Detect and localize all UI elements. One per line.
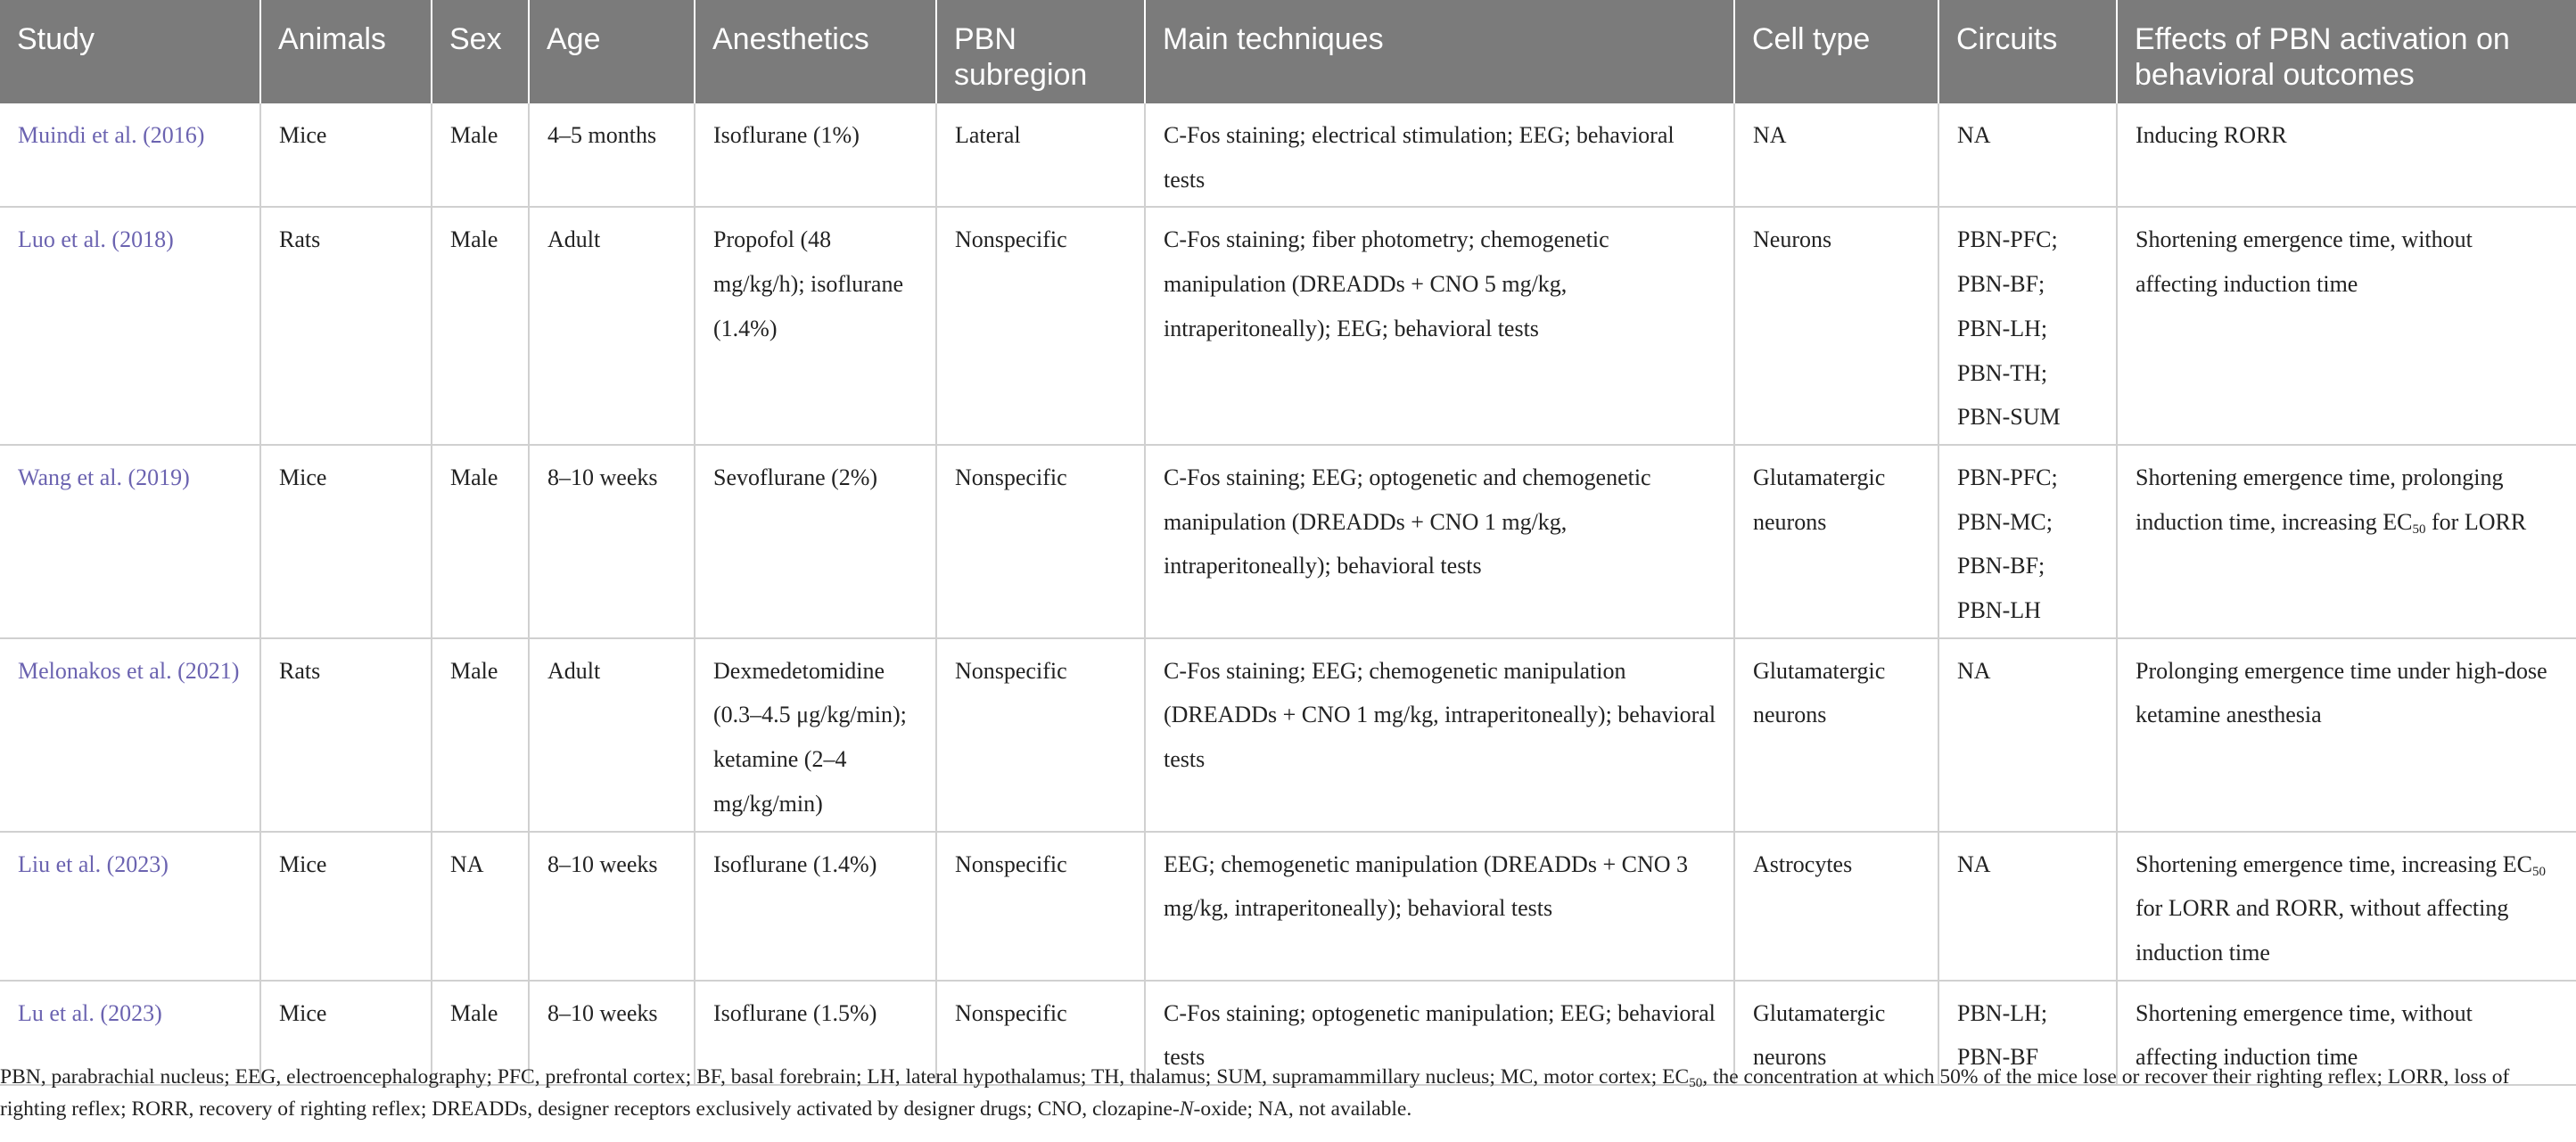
cell-sex: Male — [432, 445, 529, 638]
study-link[interactable]: Melonakos et al. (2021) — [0, 638, 260, 832]
cell-pbn-subregion: Nonspecific — [936, 445, 1145, 638]
cell-cell-type: Glutamatergic neurons — [1734, 638, 1938, 832]
cell-age: Adult — [529, 207, 695, 445]
effects-text: Shortening emergence time, increasing EC — [2136, 850, 2532, 877]
cell-effects — [2117, 445, 2576, 638]
header-anesthetics: Anesthetics — [695, 0, 936, 103]
cell-effects: Prolonging emergence time under high-dose ketamine anesthesia — [2117, 638, 2576, 832]
cell-circuits: NA — [1938, 638, 2117, 832]
cell-cell-type: Astrocytes — [1734, 832, 1938, 981]
cell-pbn-subregion: Lateral — [936, 103, 1145, 207]
cell-main-techniques: C-Fos staining; electrical stimulation; EEG; behavioral tests — [1145, 103, 1734, 207]
cell-sex: Male — [432, 981, 529, 1085]
cell-circuits: NA — [1938, 103, 2117, 207]
cell-animals: Mice — [260, 103, 432, 207]
header-circuits: Circuits — [1938, 0, 2117, 103]
cell-anesthetics: Propofol (48 mg/kg/h); isoflurane (1.4%) — [695, 207, 936, 445]
cell-cell-type: Neurons — [1734, 207, 1938, 445]
study-link[interactable]: Wang et al. (2019) — [0, 445, 260, 638]
cell-anesthetics: Dexmedetomidine (0.3–4.5 μg/kg/min); ketamine (2–4 mg/kg/min) — [695, 638, 936, 832]
cell-sex: Male — [432, 207, 529, 445]
cell-main-techniques: C-Fos staining; fiber photometry; chemogenetic manipulation (DREADDs + CNO 5 mg/kg, intraperitoneally); EEG; behavioral tests — [1145, 207, 1734, 445]
cell-pbn-subregion: Nonspecific — [936, 207, 1145, 445]
footnote-text-middle: , the concentration at which 50% of the mice lose or recover their righting reflex; LORR, loss of righting reflex; RORR, recovery of righting reflex; DREADDs, designer receptors exclusively activated by designer drugs; CNO, clozapine- — [0, 1065, 2510, 1121]
cell-anesthetics: Isoflurane (1.4%) — [695, 832, 936, 981]
table-row — [0, 445, 2576, 638]
footnote-text: PBN, parabrachial nucleus; EEG, electroencephalography; PFC, prefrontal cortex; BF, basal forebrain; LH, lateral hypothalamus; TH, thalamus; SUM, supramammillary nucleus; MC, motor cortex; EC — [0, 1065, 1690, 1089]
cell-anesthetics: Sevoflurane (2%) — [695, 445, 936, 638]
cell-effects: Inducing RORR — [2117, 103, 2576, 207]
cell-circuits: PBN-PFC; PBN-BF; PBN-LH; PBN-TH; PBN-SUM — [1938, 207, 2117, 445]
header-cell-type: Cell type — [1734, 0, 1938, 103]
cell-cell-type: NA — [1734, 103, 1938, 207]
study-link[interactable]: Lu et al. (2023) — [0, 981, 260, 1085]
header-animals: Animals — [260, 0, 432, 103]
footnote-italic-n: N — [1179, 1097, 1194, 1121]
cell-sex: NA — [432, 832, 529, 981]
ec50-subscript: 50 — [2412, 522, 2426, 537]
cell-sex: Male — [432, 103, 529, 207]
header-row — [0, 0, 2576, 103]
cell-age: 8–10 weeks — [529, 981, 695, 1085]
cell-pbn-subregion: Nonspecific — [936, 832, 1145, 981]
header-sex: Sex — [432, 0, 529, 103]
footnote-text-end: -oxide; NA, not available. — [1193, 1097, 1412, 1121]
cell-animals: Mice — [260, 832, 432, 981]
table-row — [0, 832, 2576, 981]
header-age: Age — [529, 0, 695, 103]
cell-anesthetics: Isoflurane (1.5%) — [695, 981, 936, 1085]
effects-text-tail: for LORR and RORR, without affecting induction time — [2136, 895, 2509, 965]
cell-pbn-subregion: Nonspecific — [936, 638, 1145, 832]
cell-circuits: NA — [1938, 832, 2117, 981]
table-footnote — [0, 1061, 2568, 1125]
header-effects: Effects of PBN activation on behavioral outcomes — [2117, 0, 2576, 103]
header-study: Study — [0, 0, 260, 103]
cell-effects: Shortening emergence time, without affecting induction time — [2117, 981, 2576, 1085]
cell-animals: Rats — [260, 207, 432, 445]
cell-main-techniques: C-Fos staining; EEG; chemogenetic manipulation (DREADDs + CNO 1 mg/kg, intraperitoneally); behavioral tests — [1145, 638, 1734, 832]
cell-age: 8–10 weeks — [529, 445, 695, 638]
effects-text: Shortening emergence time, prolonging induction time, increasing EC — [2136, 464, 2504, 535]
header-pbn-subregion: PBN subregion — [936, 0, 1145, 103]
effects-text-tail: for LORR — [2425, 508, 2527, 535]
study-link[interactable]: Liu et al. (2023) — [0, 832, 260, 981]
cell-animals: Mice — [260, 445, 432, 638]
cell-age: Adult — [529, 638, 695, 832]
cell-circuits: PBN-LH; PBN-BF — [1938, 981, 2117, 1085]
cell-anesthetics: Isoflurane (1%) — [695, 103, 936, 207]
table-row — [0, 638, 2576, 832]
cell-pbn-subregion: Nonspecific — [936, 981, 1145, 1085]
cell-circuits: PBN-PFC; PBN-MC; PBN-BF; PBN-LH — [1938, 445, 2117, 638]
cell-cell-type: Glutamatergic neurons — [1734, 981, 1938, 1085]
study-link[interactable]: Luo et al. (2018) — [0, 207, 260, 445]
cell-age: 4–5 months — [529, 103, 695, 207]
ec50-subscript: 50 — [1689, 1076, 1703, 1090]
ec50-subscript: 50 — [2532, 864, 2546, 879]
cell-cell-type: Glutamatergic neurons — [1734, 445, 1938, 638]
study-link[interactable]: Muindi et al. (2016) — [0, 103, 260, 207]
cell-animals: Rats — [260, 638, 432, 832]
cell-main-techniques: EEG; chemogenetic manipulation (DREADDs + CNO 3 mg/kg, intraperitoneally); behavioral tests — [1145, 832, 1734, 981]
cell-effects: Shortening emergence time, without affecting induction time — [2117, 207, 2576, 445]
cell-animals: Mice — [260, 981, 432, 1085]
cell-effects — [2117, 832, 2576, 981]
cell-age: 8–10 weeks — [529, 832, 695, 981]
cell-sex: Male — [432, 638, 529, 832]
table-row — [0, 103, 2576, 207]
table-row — [0, 207, 2576, 445]
header-main-techniques: Main techniques — [1145, 0, 1734, 103]
cell-main-techniques: C-Fos staining; optogenetic manipulation; EEG; behavioral tests — [1145, 981, 1734, 1085]
cell-main-techniques: C-Fos staining; EEG; optogenetic and chemogenetic manipulation (DREADDs + CNO 1 mg/kg, intraperitoneally); behavioral tests — [1145, 445, 1734, 638]
